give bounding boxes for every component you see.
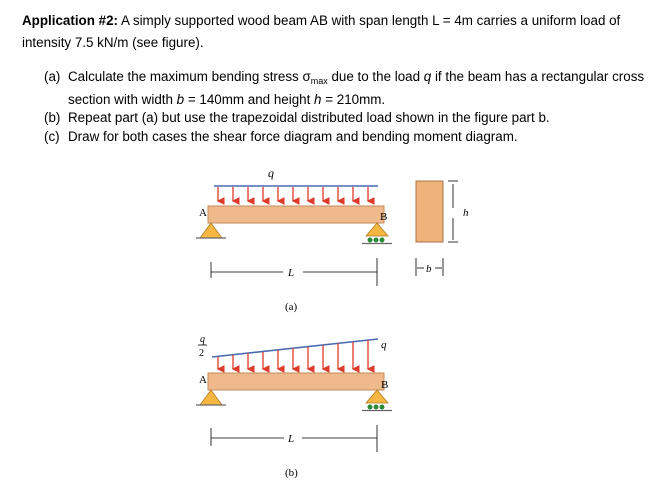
problem-statement: A simply supported wood beam AB with span length L = 4m carries a uniform load of intensity 7.5 kN/m (see figure). xyxy=(22,13,621,50)
pin-support-b xyxy=(200,390,222,405)
part-b-text: Repeat part (a) but use the trapezoidal distributed load shown in the figure part b. xyxy=(68,110,550,126)
problem-heading: Application #2: xyxy=(22,13,118,28)
rollers-a xyxy=(368,238,385,243)
span-l-label-a: L xyxy=(288,267,295,279)
beam-b xyxy=(208,373,384,390)
figure-b xyxy=(196,334,392,479)
width-b-label: b xyxy=(426,263,432,275)
height-h-label: h xyxy=(463,207,469,219)
beam-a xyxy=(208,206,384,223)
part-b-label: (b) xyxy=(44,110,61,126)
load-q-label-a: q xyxy=(268,166,274,180)
caption-b: (b) xyxy=(285,467,298,479)
pin-support-a xyxy=(200,223,222,238)
part-a-text: Calculate the maximum bending stress $\sigma_{max}$ due to the load q if the beam has a rectangular cross section with width b = 140mm and height h = 210mm. xyxy=(68,69,645,107)
load-q-left-num: q xyxy=(200,334,205,345)
load-arrows-a xyxy=(218,187,368,201)
part-a-label: (a) xyxy=(44,69,61,84)
load-q-right-label: q xyxy=(381,339,387,351)
rollers-b xyxy=(368,405,385,410)
cross-section xyxy=(416,181,443,242)
part-c-text: Draw for both cases the shear force diagram and bending moment diagram. xyxy=(68,128,518,144)
span-l-label-b: L xyxy=(288,433,295,445)
point-a-label-b: A xyxy=(199,374,207,386)
point-b-label-b: B xyxy=(381,379,389,391)
point-a-label-a: A xyxy=(199,207,207,219)
caption-a: (a) xyxy=(285,301,298,313)
figure-a xyxy=(196,166,469,313)
part-c-label: (c) xyxy=(44,128,60,144)
point-b-label-a: B xyxy=(380,211,388,223)
load-q-left-den: 2 xyxy=(199,348,204,359)
roller-support-b-a xyxy=(366,223,388,236)
roller-support-b-b xyxy=(366,390,388,403)
